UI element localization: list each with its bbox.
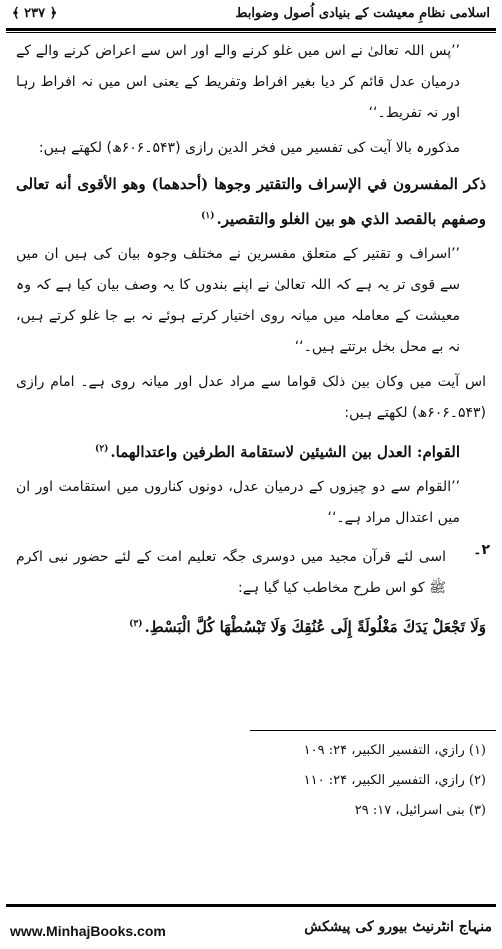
website-url: www.MinhajBooks.com: [10, 923, 166, 939]
footnote-marker: (۲): [95, 444, 109, 454]
footnotes: [16, 736, 486, 826]
urdu-quote-paragraph: ’’پس اللہ تعالیٰ نے اس میں غلو کرنے والے اور اس سے اعراض کرنے والے کے درمیان عدل قائم کر دیا بغیر افراط وتفریط کے یعنی اس میں نہ افراط رہا اور نہ تفریط۔‘‘: [16, 43, 460, 121]
footnote: (۱) رازي، التفسير الكبير، ۲۴: ۱۰۹: [303, 743, 486, 758]
header-rule: [6, 28, 496, 31]
running-title: اسلامی نظامِ معیشت کے بنیادی اُصول وضوابط: [235, 6, 490, 21]
footnote-marker: (۱): [201, 211, 215, 221]
header-rule-thin: [6, 32, 496, 33]
footnote-marker: (۳): [129, 619, 143, 629]
list-item-text: اسی لئے قرآن مجید میں دوسری جگہ تعلیم امت کے لئے حضور نبی اکرم ﷺ کو اس طرح مخاطب کیا گیا ہے:: [16, 549, 446, 596]
list-item-2: [16, 542, 490, 604]
footnote: (۲) رازي، التفسير الكبير، ۲۴: ۱۱۰: [303, 773, 486, 788]
arabic-definition-text: القوام: العدل بين الشيئين لاستقامة الطرفين واعتدالهما.: [110, 443, 460, 461]
arabic-quote-paragraph: [16, 168, 486, 235]
main-text: [16, 36, 490, 643]
intro-paragraph: مذکورہ بالا آیت کی تفسیر میں فخر الدین رازی (۵۴۳۔۶۰۶ھ) لکھتے ہیں:: [38, 140, 460, 156]
arabic-definition-paragraph: [16, 433, 486, 468]
page-header: [8, 4, 494, 28]
urdu-translation-paragraph: ’’اسراف و تقتیر کے متعلق مفسرین نے مختلف وجوہ بیان کی ہیں ان میں سے قوی تر یہ ہے کہ اللہ تعالیٰ نے اپنے بندوں کا یہ وصف بیان کیا ہے کہ وہ معیشت کے معاملہ میں میانہ روی اختیار کرتے ہوئے نہ بے جا غلو کرتے ہیں، نہ بے محل بخل برتتے ہیں۔‘‘: [16, 246, 460, 355]
footnote-separator: [250, 730, 496, 731]
list-number: ۲۔: [473, 542, 490, 558]
page-footer: [0, 905, 502, 949]
explanation-paragraph: اس آیت میں وکان بین ذلک قواما سے مراد عدل اور میانہ روی ہے۔ امام رازی (۵۴۳۔۶۰۶ھ) لکھتے ہیں:: [16, 374, 486, 421]
quran-verse: [16, 608, 486, 643]
publisher-brand: منہاج انٹرنیٹ بیورو کی پیشکش: [304, 919, 492, 935]
quran-verse-text: وَلَا تَجْعَلْ يَدَكَ مَغْلُولَةً إِلَى عُنُقِكَ وَلَا تَبْسُطْهَا كُلَّ الْبَسْطِ.: [144, 618, 486, 636]
arabic-quote-text: ذكر المفسرون في الإسراف والتقتير وجوها (أحدهما) وهو الأقوى أنه تعالى وصفهم بالقصد الذي هو بين الغلو والتقصير.: [16, 175, 486, 228]
page-number: ﴿ ۲۳۷ ﴾: [12, 6, 58, 21]
urdu-definition-translation: ’’القوام سے دو چیزوں کے درمیان عدل، دونوں کناروں میں استقامت اور ان میں اعتدال مراد ہے۔‘‘: [16, 479, 460, 526]
footnote: (۳) بنی اسرائیل، ۱۷: ۲۹: [354, 803, 486, 818]
